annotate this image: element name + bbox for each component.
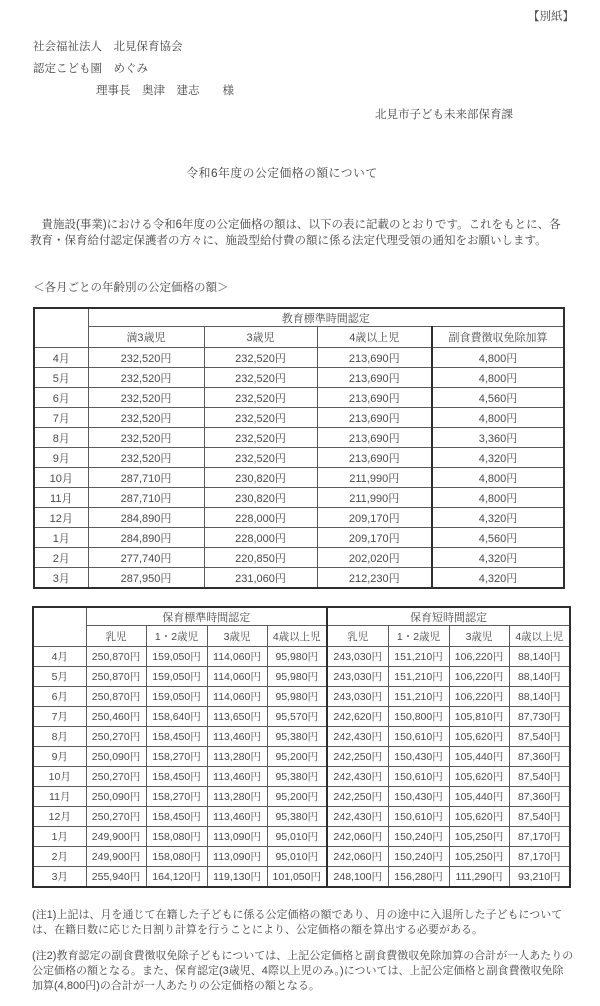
table1-price-cell: 287,950円	[88, 568, 204, 589]
table1-row	[34, 488, 564, 508]
table1-price-cell: 213,690円	[317, 408, 432, 428]
table2-price-cell: 113,460円	[207, 767, 267, 787]
table2-price-cell: 158,450円	[146, 727, 207, 747]
table2-price-cell: 95,980円	[267, 667, 327, 687]
table2-col-header: 1・2歳児	[388, 626, 449, 647]
table2-month-cell: 1月	[33, 827, 86, 847]
table2-price-cell: 105,440円	[449, 787, 509, 807]
table1-price-cell: 4,800円	[432, 368, 564, 388]
table1-price-cell: 230,820円	[204, 468, 317, 488]
table2-month-cell: 7月	[33, 707, 86, 727]
table2-price-cell: 158,270円	[146, 787, 207, 807]
addressee-person: 理事長 奥津 建志 様	[96, 85, 234, 97]
childcare-certification-table	[32, 606, 571, 888]
table2-price-cell: 95,380円	[267, 727, 327, 747]
table2-price-cell: 242,430円	[327, 727, 388, 747]
table2-price-cell: 250,090円	[86, 787, 146, 807]
table2-price-cell: 87,540円	[509, 767, 570, 787]
table2-price-cell: 151,210円	[388, 647, 449, 667]
table1-month-corner-cell	[34, 308, 88, 348]
table1-price-cell: 287,710円	[88, 468, 204, 488]
table1-price-cell: 232,520円	[204, 348, 317, 368]
table2-month-cell: 9月	[33, 747, 86, 767]
document-title: 令和6年度の公定価格の額について	[186, 166, 378, 180]
table2-price-cell: 113,090円	[207, 827, 267, 847]
table2-price-cell: 88,140円	[509, 647, 570, 667]
table2-price-cell: 150,610円	[388, 727, 449, 747]
table1-price-cell: 232,520円	[88, 348, 204, 368]
table1-body	[34, 348, 564, 589]
table2-price-cell: 93,210円	[509, 867, 570, 888]
table2-month-corner-cell	[33, 607, 86, 647]
table2-month-cell: 10月	[33, 767, 86, 787]
table1-price-cell: 230,820円	[204, 488, 317, 508]
table2-price-cell: 250,870円	[86, 667, 146, 687]
table2-price-cell: 242,430円	[327, 767, 388, 787]
table2-row	[33, 727, 570, 747]
table2-price-cell: 250,870円	[86, 647, 146, 667]
table1-month-cell: 10月	[34, 468, 88, 488]
table1-price-cell: 228,000円	[204, 508, 317, 528]
table2-price-cell: 249,900円	[86, 827, 146, 847]
table1-month-cell: 5月	[34, 368, 88, 388]
note-1: (注1)上記は、月を通じて在籍した子どもに係る公定価格の額であり、月の途中に入退所した子どもについては、在籍日数に応じた日割り計算を行うことにより、公定価格の額を算出する必要がある。	[32, 909, 563, 936]
table2-price-cell: 159,050円	[146, 667, 207, 687]
table2-price-cell: 249,900円	[86, 847, 146, 867]
table1-month-cell: 7月	[34, 408, 88, 428]
table2-row	[33, 747, 570, 767]
addressee-facility: 認定こども園 めぐみ	[33, 63, 148, 75]
table1-price-cell: 4,560円	[432, 388, 564, 408]
table2-price-cell: 243,030円	[327, 667, 388, 687]
table1-price-cell: 3,360円	[432, 428, 564, 448]
table2-price-cell: 150,610円	[388, 767, 449, 787]
table2-price-cell: 150,240円	[388, 827, 449, 847]
table2-price-cell: 101,050円	[267, 867, 327, 888]
table2-col-header: 3歳児	[207, 626, 267, 647]
table1-price-cell: 284,890円	[88, 508, 204, 528]
table2-price-cell: 150,240円	[388, 847, 449, 867]
sender-department: 北見市子ども未来部保育課	[375, 109, 513, 121]
table1-price-cell: 4,320円	[432, 508, 564, 528]
table1-row	[34, 348, 564, 368]
table2-row	[33, 867, 570, 888]
table2-price-cell: 242,250円	[327, 747, 388, 767]
table1-row	[34, 468, 564, 488]
attachment-tag: 【別紙】	[528, 11, 574, 23]
table1-row	[34, 448, 564, 468]
table2-price-cell: 113,280円	[207, 787, 267, 807]
table2-price-cell: 242,620円	[327, 707, 388, 727]
table1-row	[34, 408, 564, 428]
table1-price-cell: 4,560円	[432, 528, 564, 548]
table1-row	[34, 528, 564, 548]
table2-group-header-short: 保育短時間認定	[327, 607, 570, 626]
table2-price-cell: 87,540円	[509, 727, 570, 747]
table1-price-cell: 284,890円	[88, 528, 204, 548]
table2-price-cell: 106,220円	[449, 667, 509, 687]
table1-price-cell: 277,740円	[88, 548, 204, 568]
table2-group-header-row	[33, 607, 570, 626]
table2-col-header: 乳児	[327, 626, 388, 647]
table1-col-header: 副食費徴収免除加算	[432, 327, 564, 348]
table1-month-cell: 11月	[34, 488, 88, 508]
table1-price-cell: 4,320円	[432, 548, 564, 568]
table1-price-cell: 232,520円	[88, 408, 204, 428]
table2-row	[33, 707, 570, 727]
addressee-organization: 社会福祉法人 北見保育協会	[33, 41, 183, 53]
table1-row	[34, 508, 564, 528]
table2-price-cell: 242,250円	[327, 787, 388, 807]
table1-price-cell: 202,020円	[317, 548, 432, 568]
table1-month-cell: 1月	[34, 528, 88, 548]
table2-month-cell: 3月	[33, 867, 86, 888]
table2-price-cell: 113,460円	[207, 807, 267, 827]
table1-price-cell: 232,520円	[204, 408, 317, 428]
table1-price-cell: 213,690円	[317, 368, 432, 388]
table1-price-cell: 213,690円	[317, 448, 432, 468]
table2-price-cell: 250,090円	[86, 747, 146, 767]
table2-price-cell: 158,270円	[146, 747, 207, 767]
table2-row	[33, 807, 570, 827]
intro-paragraph: 貴施設(事業)における令和6年度の公定価格の額は、以下の表に記載のとおりです。これをもとに、各教育・保育給付認定保護者の方々に、施設型給付費の額に係る法定代理受領の通知をお願いします。	[30, 219, 561, 247]
table2-price-cell: 158,080円	[146, 847, 207, 867]
table1-price-cell: 232,520円	[204, 388, 317, 408]
table1-month-cell: 4月	[34, 348, 88, 368]
table2-price-cell: 95,980円	[267, 647, 327, 667]
table2-price-cell: 95,980円	[267, 687, 327, 707]
table1-price-cell: 213,690円	[317, 428, 432, 448]
table1-price-cell: 4,320円	[432, 448, 564, 468]
table1-price-cell: 232,520円	[88, 368, 204, 388]
table1-price-cell: 232,520円	[88, 428, 204, 448]
table2-price-cell: 151,210円	[388, 687, 449, 707]
table2-col-header: 4歳以上児	[267, 626, 327, 647]
table1-month-cell: 8月	[34, 428, 88, 448]
addressee-block	[33, 36, 600, 102]
table1-price-cell: 211,990円	[317, 468, 432, 488]
table1-price-cell: 4,800円	[432, 468, 564, 488]
table2-price-cell: 106,220円	[449, 687, 509, 707]
table2-price-cell: 242,060円	[327, 827, 388, 847]
table1-col-header: 4歳以上児	[317, 327, 432, 348]
table2-month-cell: 6月	[33, 687, 86, 707]
table1-row	[34, 548, 564, 568]
education-standard-time-table	[33, 307, 565, 589]
table2-price-cell: 159,050円	[146, 687, 207, 707]
table2-price-cell: 114,060円	[207, 667, 267, 687]
table2-price-cell: 150,610円	[388, 807, 449, 827]
table2-price-cell: 87,540円	[509, 807, 570, 827]
table2-price-cell: 105,810円	[449, 707, 509, 727]
table2-price-cell: 242,430円	[327, 807, 388, 827]
table1-month-cell: 9月	[34, 448, 88, 468]
table2-price-cell: 150,800円	[388, 707, 449, 727]
table1-price-cell: 4,800円	[432, 488, 564, 508]
table2-month-cell: 11月	[33, 787, 86, 807]
table1-price-cell: 209,170円	[317, 528, 432, 548]
table2-price-cell: 114,060円	[207, 687, 267, 707]
table1-price-cell: 228,000円	[204, 528, 317, 548]
table1-row	[34, 428, 564, 448]
table2-price-cell: 113,460円	[207, 727, 267, 747]
table2-price-cell: 158,450円	[146, 767, 207, 787]
table2-price-cell: 87,730円	[509, 707, 570, 727]
table2-price-cell: 105,250円	[449, 827, 509, 847]
table1-price-cell: 232,520円	[204, 448, 317, 468]
table2-price-cell: 243,030円	[327, 647, 388, 667]
table2-price-cell: 88,140円	[509, 687, 570, 707]
table2-col-header: 1・2歳児	[146, 626, 207, 647]
table1-group-header-row	[34, 308, 564, 327]
table2-price-cell: 95,380円	[267, 807, 327, 827]
table1-month-cell: 3月	[34, 568, 88, 589]
table2-price-cell: 158,640円	[146, 707, 207, 727]
table2-price-cell: 243,030円	[327, 687, 388, 707]
table2-price-cell: 113,090円	[207, 847, 267, 867]
table2-price-cell: 95,200円	[267, 787, 327, 807]
table2-body	[33, 647, 570, 888]
table1-price-cell: 4,320円	[432, 568, 564, 589]
table1-price-cell: 213,690円	[317, 348, 432, 368]
table2-price-cell: 113,280円	[207, 747, 267, 767]
table1-price-cell: 4,800円	[432, 408, 564, 428]
table1-column-header-row	[34, 327, 564, 348]
table1-price-cell: 211,990円	[317, 488, 432, 508]
table2-price-cell: 164,120円	[146, 867, 207, 888]
table2-price-cell: 150,430円	[388, 787, 449, 807]
table1-price-cell: 232,520円	[204, 368, 317, 388]
table2-price-cell: 105,440円	[449, 747, 509, 767]
table2-price-cell: 156,280円	[388, 867, 449, 888]
table1-price-cell: 220,850円	[204, 548, 317, 568]
table2-price-cell: 105,620円	[449, 767, 509, 787]
table2-month-cell: 5月	[33, 667, 86, 687]
table1-price-cell: 232,520円	[88, 448, 204, 468]
table1-price-cell: 212,230円	[317, 568, 432, 589]
table2-row	[33, 647, 570, 667]
table1-price-cell: 232,520円	[204, 428, 317, 448]
table2-month-cell: 2月	[33, 847, 86, 867]
table1-price-cell: 213,690円	[317, 388, 432, 408]
table2-price-cell: 151,210円	[388, 667, 449, 687]
table2-price-cell: 111,290円	[449, 867, 509, 888]
table2-price-cell: 105,620円	[449, 807, 509, 827]
table1-col-header: 満3歳児	[88, 327, 204, 348]
table2-price-cell: 106,220円	[449, 647, 509, 667]
table2-price-cell: 158,450円	[146, 807, 207, 827]
table2-column-header-row	[33, 626, 570, 647]
table2-col-header: 4歳以上児	[509, 626, 570, 647]
table1-row	[34, 388, 564, 408]
table2-month-cell: 8月	[33, 727, 86, 747]
table2-month-cell: 12月	[33, 807, 86, 827]
table1-price-cell: 287,710円	[88, 488, 204, 508]
table1-price-cell: 231,060円	[204, 568, 317, 589]
table2-price-cell: 87,360円	[509, 747, 570, 767]
table2-price-cell: 250,270円	[86, 727, 146, 747]
table2-price-cell: 95,010円	[267, 847, 327, 867]
table2-price-cell: 87,360円	[509, 787, 570, 807]
table2-row	[33, 687, 570, 707]
table1-row	[34, 368, 564, 388]
table2-price-cell: 255,940円	[86, 867, 146, 888]
table2-price-cell: 95,010円	[267, 827, 327, 847]
table2-col-header: 乳児	[86, 626, 146, 647]
table1-group-header: 教育標準時間認定	[88, 308, 564, 327]
table1-row	[34, 568, 564, 589]
section-label: ＜各月ごとの年齢別の公定価格の額＞	[33, 282, 229, 294]
table2-price-cell: 87,170円	[509, 847, 570, 867]
table1-price-cell: 4,800円	[432, 348, 564, 368]
table1-price-cell: 232,520円	[88, 388, 204, 408]
table2-price-cell: 95,380円	[267, 767, 327, 787]
table2-price-cell: 250,270円	[86, 807, 146, 827]
table2-group-header-standard: 保育標準時間認定	[86, 607, 327, 626]
table2-row	[33, 827, 570, 847]
table2-price-cell: 113,650円	[207, 707, 267, 727]
table2-price-cell: 158,080円	[146, 827, 207, 847]
table2-price-cell: 105,250円	[449, 847, 509, 867]
table2-price-cell: 248,100円	[327, 867, 388, 888]
table2-row	[33, 767, 570, 787]
table2-price-cell: 87,170円	[509, 827, 570, 847]
table2-price-cell: 159,050円	[146, 647, 207, 667]
table1-price-cell: 209,170円	[317, 508, 432, 528]
table2-price-cell: 242,060円	[327, 847, 388, 867]
table2-price-cell: 119,130円	[207, 867, 267, 888]
table1-month-cell: 6月	[34, 388, 88, 408]
table2-price-cell: 95,200円	[267, 747, 327, 767]
table1-col-header: 3歳児	[204, 327, 317, 348]
table2-price-cell: 105,620円	[449, 727, 509, 747]
table2-row	[33, 787, 570, 807]
table2-price-cell: 150,430円	[388, 747, 449, 767]
table2-price-cell: 114,060円	[207, 647, 267, 667]
table1-month-cell: 2月	[34, 548, 88, 568]
table2-price-cell: 250,460円	[86, 707, 146, 727]
table2-price-cell: 250,870円	[86, 687, 146, 707]
table2-price-cell: 250,270円	[86, 767, 146, 787]
table1-month-cell: 12月	[34, 508, 88, 528]
table2-month-cell: 4月	[33, 647, 86, 667]
table2-col-header: 3歳児	[449, 626, 509, 647]
table2-row	[33, 667, 570, 687]
table2-price-cell: 95,570円	[267, 707, 327, 727]
note-2: (注2)教育認定の副食費徴収免除子どもについては、上記公定価格と副食費徴収免除加算の合計が一人あたりの公定価格の額となる。また、保育認定(3歳児、4際以上児のみ。)については、上記公定価格と副食費徴収免除加算(4,800円)の合計が一人あたりの公定価格の額となる。	[32, 950, 574, 992]
table2-row	[33, 847, 570, 867]
table2-price-cell: 88,140円	[509, 667, 570, 687]
